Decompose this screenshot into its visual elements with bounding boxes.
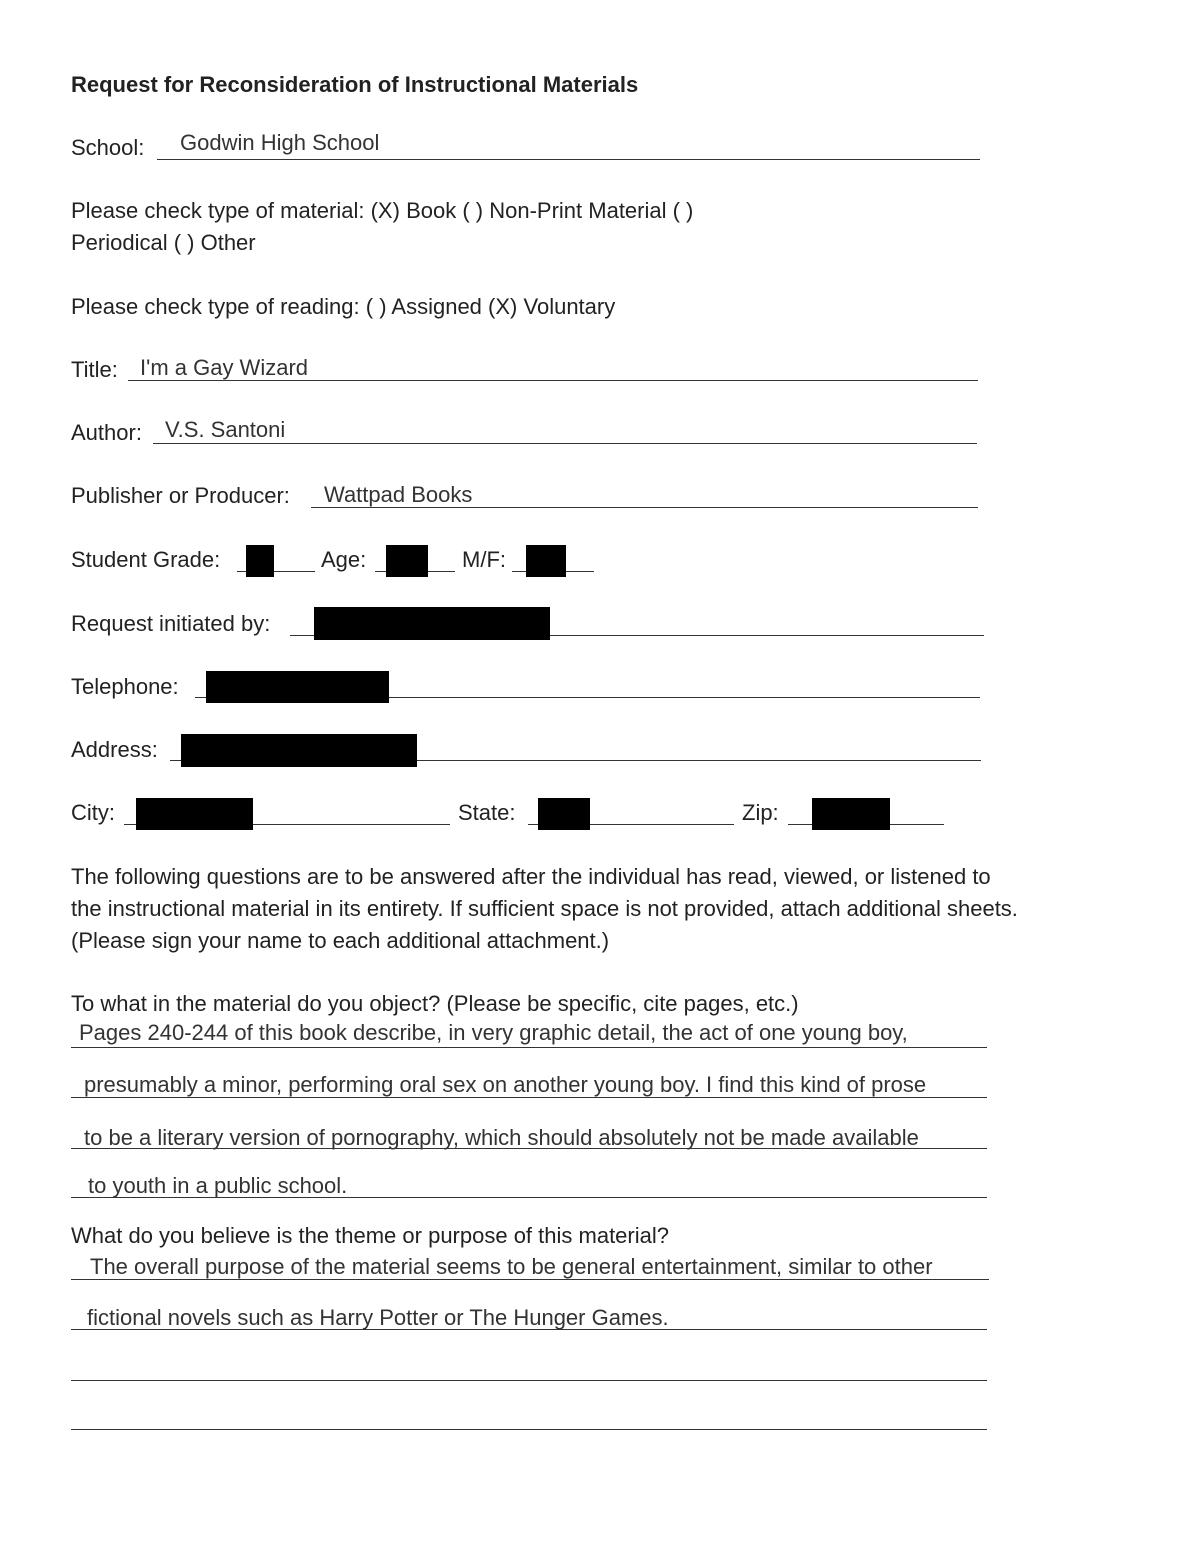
instructions-line-2: the instructional material in its entirety. If sufficient space is not provided, attach additional sheets. (71, 896, 1018, 921)
form-title: Request for Reconsideration of Instructional Materials (71, 72, 639, 97)
zip-label: Zip: (742, 800, 779, 825)
q1-answer-line-1[interactable]: Pages 240-244 of this book describe, in very graphic detail, the act of one young boy, (79, 1020, 908, 1045)
material-type-row (71, 198, 693, 224)
age-label: Age: (321, 547, 367, 572)
instructions-line-3: (Please sign your name to each additional attachment.) (71, 928, 610, 953)
city-redaction (136, 798, 253, 830)
school-label: School: (71, 135, 145, 160)
telephone-redaction (206, 671, 389, 703)
grade-redaction (246, 545, 274, 577)
initiated-label: Request initiated by: (71, 611, 271, 636)
publisher-value[interactable]: Wattpad Books (324, 482, 473, 507)
q1-answer-line-2[interactable]: presumably a minor, performing oral sex on another young boy. I find this kind of prose (84, 1072, 927, 1097)
q2-answer-line-1[interactable]: The overall purpose of the material seems to be general entertainment, similar to other (90, 1254, 933, 1279)
age-redaction (386, 545, 428, 577)
q1-answer-line-3[interactable]: to be a literary version of pornography, which should absolutely not be made available (84, 1125, 919, 1150)
school-underline (157, 159, 980, 160)
telephone-label: Telephone: (71, 674, 179, 699)
q1-answer-underline-1 (71, 1047, 987, 1048)
voluntary-checkbox[interactable]: (X) (488, 294, 518, 319)
grade-label: Student Grade: (71, 547, 221, 572)
instructions-line-1: The following questions are to be answered after the individual has read, viewed, or listened to (71, 864, 991, 889)
school-value[interactable]: Godwin High School (180, 130, 380, 155)
reading-type-row (71, 294, 615, 320)
voluntary-option-label: Voluntary (523, 294, 616, 319)
title-label: Title: (71, 357, 118, 382)
address-label: Address: (71, 737, 158, 762)
mf-label: M/F: (462, 547, 506, 572)
book-option-label: Book (406, 198, 457, 223)
publisher-label: Publisher or Producer: (71, 483, 290, 508)
state-redaction (538, 798, 590, 830)
mf-redaction (526, 545, 566, 577)
material-type-label: Please check type of material: (71, 198, 365, 223)
material-type-row-2: Periodical ( ) Other (71, 230, 256, 255)
author-underline (153, 443, 977, 444)
author-value[interactable]: V.S. Santoni (165, 417, 286, 442)
title-value[interactable]: I'm a Gay Wizard (140, 355, 309, 380)
question-1-label: To what in the material do you object? (Please be specific, cite pages, etc.) (71, 991, 799, 1016)
q2-answer-line-2[interactable]: fictional novels such as Harry Potter or The Hunger Games. (87, 1305, 669, 1330)
assigned-option-label: ( ) Assigned (365, 294, 482, 319)
q1-answer-line-4[interactable]: to youth in a public school. (88, 1173, 348, 1198)
nonprint-option-label: ( ) Non-Print Material ( ) (462, 198, 694, 223)
address-redaction (181, 734, 417, 767)
initiated-redaction (314, 607, 550, 640)
state-label: State: (458, 800, 516, 825)
zip-redaction (812, 798, 890, 830)
book-checkbox[interactable]: (X) (370, 198, 400, 223)
q2-answer-underline-3 (71, 1380, 987, 1381)
reading-type-label: Please check type of reading: (71, 294, 360, 319)
question-2-label: What do you believe is the theme or purpose of this material? (71, 1223, 669, 1248)
q2-answer-underline-4 (71, 1429, 987, 1430)
city-label: City: (71, 800, 115, 825)
author-label: Author: (71, 420, 142, 445)
